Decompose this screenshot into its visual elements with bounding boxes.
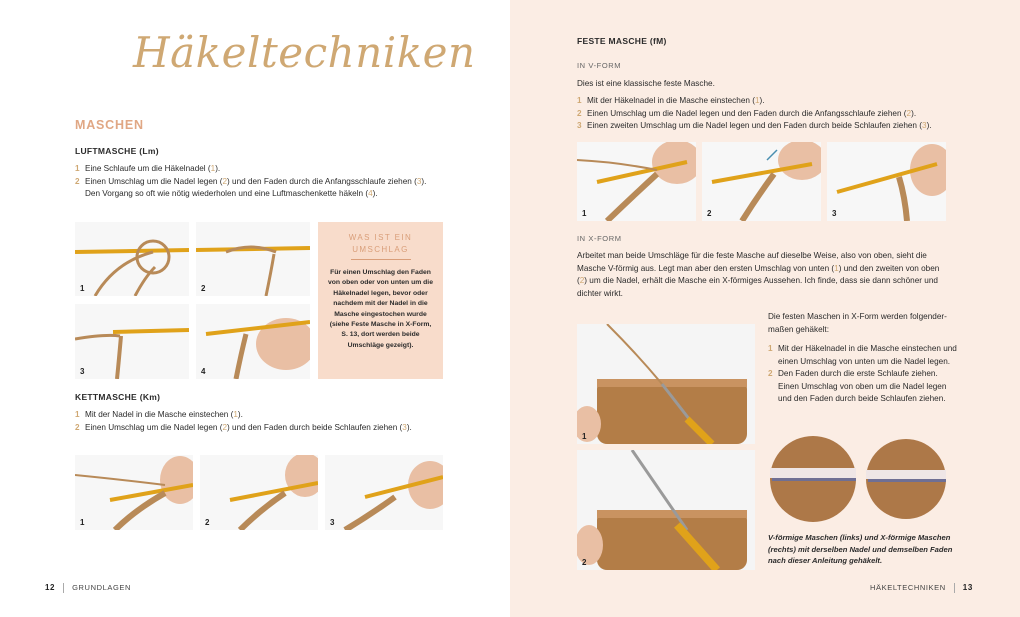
crochet-photo-illustration [75,222,189,296]
kettmasche-photo-2 [200,455,318,530]
kettmasche-photo-3 [325,455,443,530]
luftmasche-photo-1 [75,222,189,296]
v-form-photo-2 [702,142,821,221]
photo-number: 1 [582,432,587,441]
x-form-step-2: 2 Den Faden durch die erste Schlaufe ziehen. Einen Umschlag von oben um die Nadel legen und den Faden durch beide Schlaufen ziehen. [768,369,947,403]
kettmasche-steps [75,409,455,434]
info-box-title: WAS IST EIN UMSCHLAG [348,233,413,254]
crochet-photo-illustration [827,142,946,221]
kettmasche-step-2: 2 Einen Umschlag um die Nadel legen (2) und den Faden durch beide Schlaufen ziehen (3). [75,422,412,432]
photo-number: 1 [80,284,85,293]
umschlag-info-box [318,222,443,379]
x-form-step-1: 1 Mit der Häkelnadel in die Masche einstechen und einen Umschlag von unten um die Nadel legen. [768,344,957,366]
page-number: 12 [45,583,56,592]
x-form-photo-1 [577,324,755,444]
x-form-label: IN X-FORM [577,234,622,243]
v-form-label: IN V-FORM [577,61,622,70]
footer-label: HÄKELTECHNIKEN [870,583,946,592]
crochet-balls-photo [768,434,946,524]
crochet-balls-illustration [768,434,946,524]
photo-number: 2 [582,558,587,567]
info-box-divider [351,259,411,260]
v-form-intro: Dies ist eine klassische feste Masche. [577,79,715,88]
photo-number: 1 [582,209,587,218]
section-heading-maschen: MASCHEN [75,118,144,132]
info-box-text: Für einen Umschlag den Faden von oben oder von unten um die Häkelnadel legen, bevor oder nachdem mit der Nadel in die Masche eingestochen wurde (siehe Feste Masche in X-Form, S. 13, dort werden beide Umschläge gezeigt). [328,269,433,349]
v-form-step-1: 1 Mit der Häkelnadel in die Masche einstechen (1). [577,96,765,105]
page-title: Häkeltechniken [133,28,476,77]
v-form-steps [577,95,957,133]
photo-number: 1 [80,518,85,527]
photo-number: 2 [201,284,206,293]
crochet-photo-illustration [577,450,755,570]
luftmasche-photo-2 [196,222,310,296]
x-form-photo-2 [577,450,755,570]
luftmasche-photo-3 [75,304,189,379]
v-form-step-2: 2 Einen Umschlag um die Nadel legen und den Faden durch die Anfangsschlaufe ziehen (2). [577,108,917,118]
photo-number: 4 [201,367,206,376]
crochet-photo-illustration [702,142,821,221]
photo-number: 2 [205,518,210,527]
x-form-lead: Die festen Maschen in X-Form werden folgender- maßen gehäkelt: [768,312,947,334]
v-form-photo-1 [577,142,696,221]
luftmasche-steps [75,163,455,201]
kettmasche-step-1: 1 Mit der Nadel in die Masche einstechen (1). [75,410,243,419]
crochet-photo-illustration [196,222,310,296]
balls-caption: V-förmige Maschen (links) und X-förmige Maschen (rechts) mit derselben Nadel und demselben Faden nach dieser Anleitung gehäkelt. [768,533,953,565]
kettmasche-photo-1 [75,455,193,530]
luftmasche-photo-4 [196,304,310,379]
kettmasche-heading: KETTMASCHE (Km) [75,392,161,402]
v-form-step-3: 3 Einen zweiten Umschlag um die Nadel legen und den Faden durch beide Schlaufen ziehen (3). [577,121,932,130]
photo-number: 3 [80,367,85,376]
photo-number: 2 [707,209,712,218]
v-form-photo-3 [827,142,946,221]
crochet-photo-illustration [196,304,310,379]
photo-number: 3 [832,209,837,218]
photo-number: 3 [330,518,335,527]
crochet-photo-illustration [75,304,189,379]
crochet-photo-illustration [75,455,193,530]
right-page [510,0,1020,617]
page-number: 13 [962,583,973,592]
crochet-photo-illustration [325,455,443,530]
x-form-steps [768,343,958,406]
right-footer [870,583,973,593]
left-footer [45,583,131,593]
crochet-photo-illustration [577,324,755,444]
luftmasche-step-2: 2 Einen Umschlag um die Nadel legen (2) und den Faden durch die Anfangsschlaufe ziehen (3). Den Vorgang so oft wie nötig wiederholen und eine Luftmaschenkette häkeln (4). [75,176,427,198]
crochet-photo-illustration [577,142,696,221]
crochet-photo-illustration [200,455,318,530]
feste-masche-heading: FESTE MASCHE (fM) [577,36,667,46]
footer-label: GRUNDLAGEN [72,583,132,592]
luftmasche-heading: LUFTMASCHE (Lm) [75,146,159,156]
luftmasche-step-1: 1 Eine Schlaufe um die Häkelnadel (1). [75,164,221,173]
x-form-paragraph: Arbeitet man beide Umschläge für die feste Masche auf dieselbe Weise, also von oben, sieht die Masche V-förmig aus. Legt man aber den ersten Umschlag von unten (1) und den zweiten von oben (2) um die Nadel, erhält die Masche ein X-förmiges Aussehen. Ich finde, dass sie dann schöner und dichter wirkt. [577,251,940,298]
